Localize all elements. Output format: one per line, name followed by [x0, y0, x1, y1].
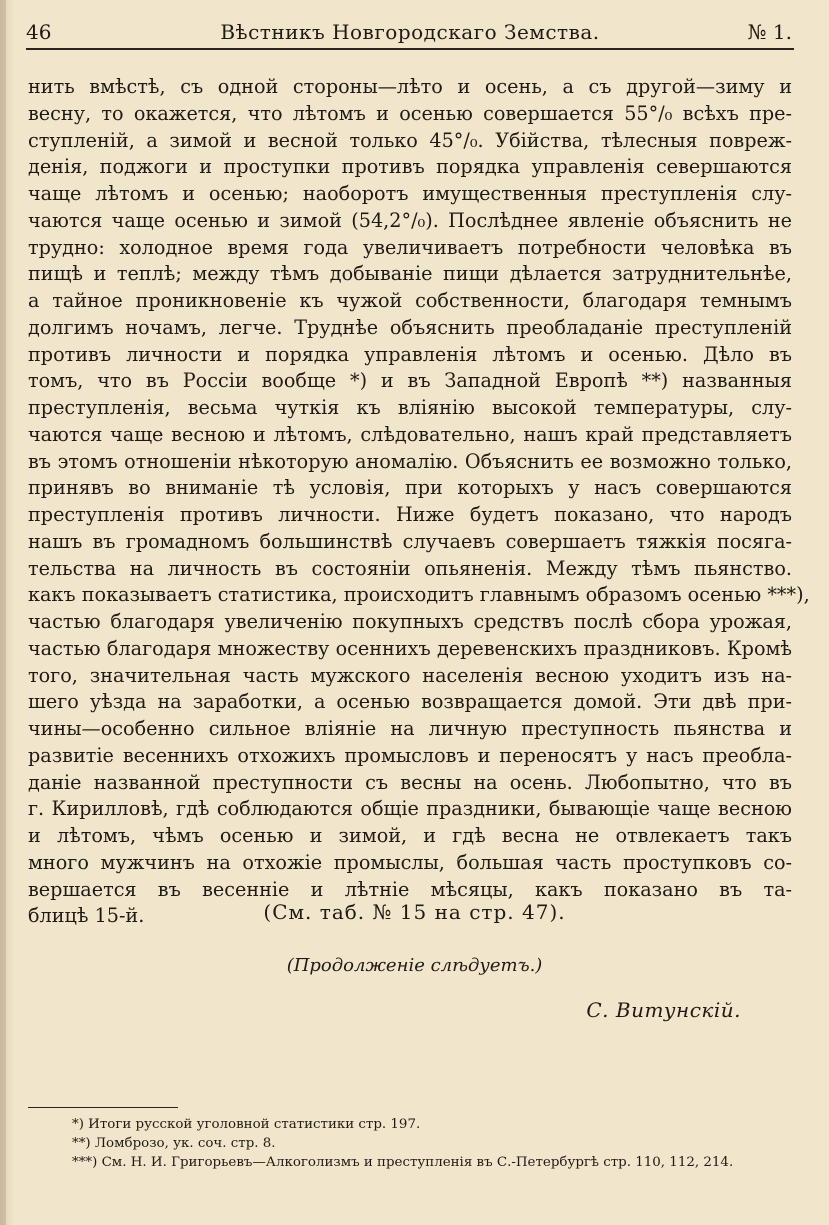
text-line: нашъ въ громадномъ большинствѣ случаевъ совершаетъ тяжкія посяга-	[28, 529, 792, 553]
text-line: противъ личности и порядка управленія лѣтомъ и осенью. Дѣло въ	[28, 342, 792, 366]
text-line: чаются чаще весною и лѣтомъ, слѣдовательно, нашъ край представляетъ	[28, 422, 792, 446]
issue-number: № 1.	[747, 20, 792, 44]
text-line: того, значительная часть мужского населенія весною уходитъ изъ на-	[28, 663, 792, 687]
text-line: блицѣ 15-й.	[28, 904, 145, 928]
footnote: **) Ломброзо, ук. соч. стр. 8.	[72, 1136, 276, 1151]
page-number: 46	[26, 20, 52, 44]
text-line: вершается въ весенніе и лѣтніе мѣсяцы, какъ показано въ та-	[28, 877, 792, 901]
footnote-divider	[28, 1107, 178, 1108]
text-line: трудно: холодное время года увеличиваетъ потребности человѣка въ	[28, 235, 792, 259]
text-line: денія, поджоги и проступки противъ порядка управленія севершаются	[28, 155, 792, 179]
text-line: даніе названной преступности съ весны на осень. Любопытно, что въ	[28, 770, 792, 794]
page-edge-shadow	[0, 0, 6, 1225]
running-header	[26, 14, 794, 50]
text-line: много мужчинъ на отхожіе промыслы, большая часть проступковъ со-	[28, 850, 792, 874]
text-line: г. Кирилловѣ, гдѣ соблюдаются общіе праздники, бывающіе чаще весною	[28, 797, 792, 821]
text-line: нить вмѣстѣ, съ одной стороны—лѣто и осень, а съ другой—зиму и	[28, 75, 792, 98]
text-line: въ этомъ отношеніи нѣкоторую аномалію. Объяснить ее возможно только,	[28, 449, 792, 473]
article-body	[28, 74, 810, 930]
text-line: ступленій, а зимой и весной только 45°/₀. Убійства, тѣлесныя повреж-	[28, 128, 792, 152]
text-line: чаще лѣтомъ и осенью; наоборотъ имущественныя преступленія слу-	[28, 182, 792, 205]
text-line: какъ показываетъ статистика, происходитъ главнымъ образомъ осенью ***),	[28, 583, 810, 607]
footnote: ***) См. Н. И. Григорьевъ—Алкоголизмъ и преступленія въ С.-Петербургѣ стр. 110, 112, 214.	[72, 1155, 734, 1170]
footnote: *) Итоги русской уголовной статистики стр. 197.	[72, 1117, 421, 1132]
text-line: весну, то окажется, что лѣтомъ и осенью совершается 55°/₀ всѣхъ пре-	[28, 101, 792, 125]
text-line: шего уѣзда на заработки, а осенью возвращается домой. Эти двѣ при-	[28, 690, 792, 714]
text-line: пищѣ и теплѣ; между тѣмъ добываніе пищи дѣлается затруднительнѣе,	[28, 262, 792, 286]
text-line: томъ, что въ Россіи вообще *) и въ Западной Европѣ **) названныя	[28, 369, 792, 393]
text-line: частью благодаря множеству осеннихъ деревенскихъ праздниковъ. Кромѣ	[28, 636, 792, 660]
text-line: тельства на личность въ состояніи опьяненія. Между тѣмъ пьянство.	[28, 556, 792, 580]
text-line: долгимъ ночамъ, легче. Труднѣе объяснить преобладаніе преступленій	[28, 315, 792, 339]
text-line: и лѣтомъ, чѣмъ осенью и зимой, и гдѣ весна не отвлекаетъ такъ	[28, 824, 792, 847]
text-line: преступленія, весьма чуткія къ вліянію высокой температуры, слу-	[28, 396, 792, 419]
continuation-note: (Продолженіе слѣдуетъ.)	[286, 955, 543, 976]
text-line: чины—особенно сильное вліяніе на личную преступность пьянства и	[28, 717, 792, 740]
text-line: частью благодаря увеличенію покупныхъ средствъ послѣ сбора урожая,	[28, 610, 792, 633]
text-line: чаются чаще осенью и зимой (54,2°/₀). Послѣднее явленіе объяснить не	[28, 208, 792, 232]
text-line: развитіе весеннихъ отхожихъ промысловъ и переносятъ у насъ преобла-	[28, 743, 792, 767]
text-line: принявъ во вниманіе тѣ условія, при которыхъ у насъ совершаются	[28, 476, 792, 500]
author-signature: С. Витунскій.	[586, 998, 741, 1022]
footnotes	[72, 1115, 802, 1172]
text-line: а тайное проникновеніе къ чужой собственности, благодаря темнымъ	[28, 289, 792, 312]
journal-title: Вѣстникъ Новгородскаго Земства.	[220, 20, 600, 44]
table-reference: (См. таб. № 15 на стр. 47).	[263, 900, 566, 924]
text-line: преступленія противъ личности. Ниже будетъ показано, что народъ	[28, 503, 792, 526]
